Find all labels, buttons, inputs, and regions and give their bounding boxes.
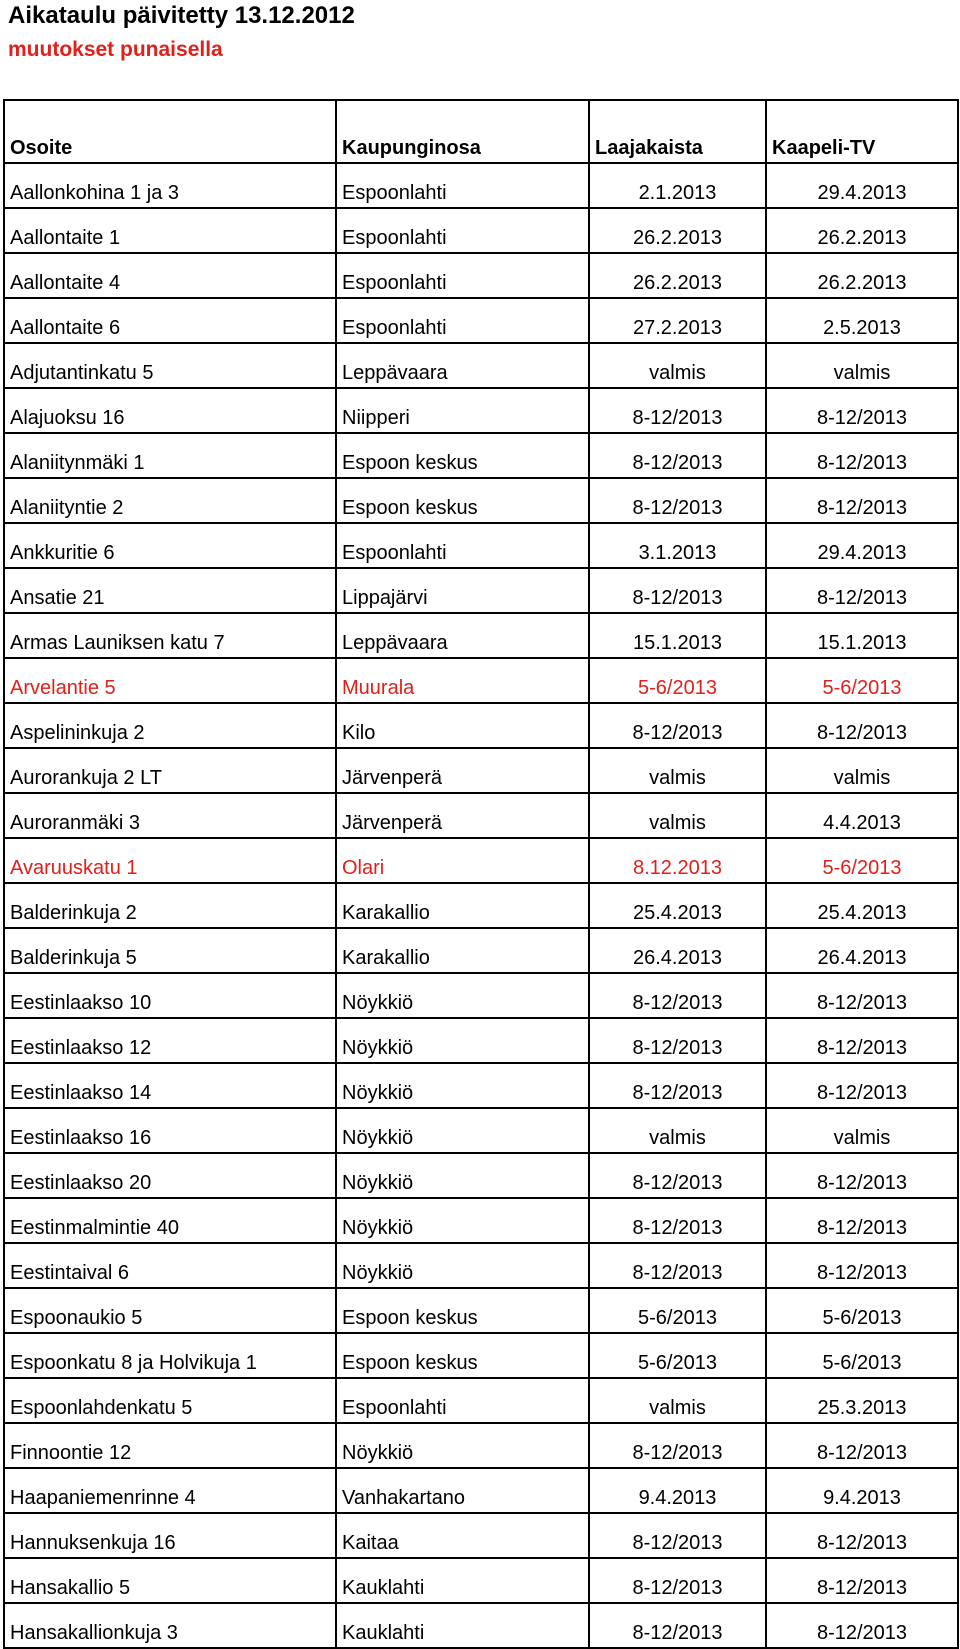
cell-cable-tv: valmis	[766, 1108, 958, 1153]
cell-address: Alajuoksu 16	[4, 388, 336, 433]
cell-district: Espoonlahti	[336, 298, 589, 343]
cell-cable-tv: 5-6/2013	[766, 658, 958, 703]
cell-cable-tv: 8-12/2013	[766, 388, 958, 433]
cell-address: Hannuksenkuja 16	[4, 1513, 336, 1558]
cell-address: Aallonkohina 1 ja 3	[4, 163, 336, 208]
cell-broadband: 5-6/2013	[589, 1333, 766, 1378]
cell-cable-tv: 8-12/2013	[766, 1198, 958, 1243]
table-row	[4, 478, 958, 523]
cell-district: Nöykkiö	[336, 973, 589, 1018]
cell-broadband: 3.1.2013	[589, 523, 766, 568]
cell-district: Leppävaara	[336, 343, 589, 388]
cell-cable-tv: 5-6/2013	[766, 1333, 958, 1378]
cell-district: Espoonlahti	[336, 523, 589, 568]
cell-cable-tv: 26.4.2013	[766, 928, 958, 973]
cell-address: Balderinkuja 5	[4, 928, 336, 973]
cell-district: Nöykkiö	[336, 1198, 589, 1243]
column-header-broadband: Laajakaista	[589, 100, 766, 163]
table-row	[4, 1153, 958, 1198]
cell-district: Espoonlahti	[336, 163, 589, 208]
table-row	[4, 1288, 958, 1333]
cell-cable-tv: 8-12/2013	[766, 973, 958, 1018]
cell-cable-tv: valmis	[766, 748, 958, 793]
cell-broadband: 8-12/2013	[589, 973, 766, 1018]
cell-cable-tv: 29.4.2013	[766, 523, 958, 568]
table-row	[4, 1423, 958, 1468]
cell-broadband: 2.1.2013	[589, 163, 766, 208]
table-row	[4, 1333, 958, 1378]
table-row	[4, 163, 958, 208]
cell-broadband: 26.2.2013	[589, 253, 766, 298]
cell-district: Kaitaa	[336, 1513, 589, 1558]
cell-address: Auroranmäki 3	[4, 793, 336, 838]
cell-cable-tv: 8-12/2013	[766, 1603, 958, 1648]
cell-broadband: 26.2.2013	[589, 208, 766, 253]
cell-district: Järvenperä	[336, 793, 589, 838]
cell-broadband: 9.4.2013	[589, 1468, 766, 1513]
table-row	[4, 1558, 958, 1603]
table-header	[4, 100, 958, 163]
cell-address: Eestinlaakso 10	[4, 973, 336, 1018]
cell-district: Järvenperä	[336, 748, 589, 793]
cell-cable-tv: 8-12/2013	[766, 1063, 958, 1108]
cell-broadband: 8-12/2013	[589, 1243, 766, 1288]
table-row	[4, 748, 958, 793]
cell-broadband: 8-12/2013	[589, 478, 766, 523]
cell-address: Espoonkatu 8 ja Holvikuja 1	[4, 1333, 336, 1378]
table-row	[4, 1198, 958, 1243]
cell-cable-tv: 26.2.2013	[766, 253, 958, 298]
cell-broadband: 8-12/2013	[589, 1063, 766, 1108]
cell-broadband: 8-12/2013	[589, 1198, 766, 1243]
table-row	[4, 1513, 958, 1558]
table-row	[4, 1108, 958, 1153]
cell-cable-tv: 8-12/2013	[766, 1513, 958, 1558]
cell-broadband: 8-12/2013	[589, 1603, 766, 1648]
cell-cable-tv: 8-12/2013	[766, 1153, 958, 1198]
cell-district: Nöykkiö	[336, 1018, 589, 1063]
cell-broadband: 8-12/2013	[589, 568, 766, 613]
cell-broadband: 8-12/2013	[589, 1558, 766, 1603]
cell-address: Eestinlaakso 12	[4, 1018, 336, 1063]
cell-address: Eestinlaakso 16	[4, 1108, 336, 1153]
cell-district: Nöykkiö	[336, 1423, 589, 1468]
cell-address: Eestintaival 6	[4, 1243, 336, 1288]
page-title: Aikataulu päivitetty 13.12.2012	[8, 2, 355, 29]
cell-district: Nöykkiö	[336, 1243, 589, 1288]
cell-address: Eestinlaakso 20	[4, 1153, 336, 1198]
cell-address: Arvelantie 5	[4, 658, 336, 703]
cell-district: Espoon keskus	[336, 433, 589, 478]
column-header-cable-tv: Kaapeli-TV	[766, 100, 958, 163]
table-body	[4, 163, 958, 1648]
table-row	[4, 568, 958, 613]
cell-broadband: valmis	[589, 793, 766, 838]
cell-district: Nöykkiö	[336, 1063, 589, 1108]
cell-address: Aallontaite 4	[4, 253, 336, 298]
cell-cable-tv: 4.4.2013	[766, 793, 958, 838]
table-row	[4, 973, 958, 1018]
table-row	[4, 388, 958, 433]
cell-address: Hansakallionkuja 3	[4, 1603, 336, 1648]
table-row	[4, 703, 958, 748]
table-row	[4, 208, 958, 253]
cell-cable-tv: 29.4.2013	[766, 163, 958, 208]
cell-cable-tv: 26.2.2013	[766, 208, 958, 253]
table-row	[4, 523, 958, 568]
cell-cable-tv: 8-12/2013	[766, 1018, 958, 1063]
cell-address: Armas Launiksen katu 7	[4, 613, 336, 658]
cell-broadband: 8-12/2013	[589, 703, 766, 748]
cell-broadband: 8-12/2013	[589, 1423, 766, 1468]
table-row	[4, 1018, 958, 1063]
cell-cable-tv: 8-12/2013	[766, 703, 958, 748]
table-row	[4, 253, 958, 298]
cell-broadband: valmis	[589, 748, 766, 793]
cell-district: Muurala	[336, 658, 589, 703]
cell-cable-tv: valmis	[766, 343, 958, 388]
header-row	[4, 100, 958, 163]
schedule-table	[3, 99, 959, 1649]
cell-broadband: 26.4.2013	[589, 928, 766, 973]
column-header-address: Osoite	[4, 100, 336, 163]
table-row	[4, 298, 958, 343]
table-row	[4, 433, 958, 478]
cell-address: Avaruuskatu 1	[4, 838, 336, 883]
cell-address: Alaniityntie 2	[4, 478, 336, 523]
cell-broadband: valmis	[589, 1378, 766, 1423]
table-row	[4, 1468, 958, 1513]
cell-broadband: 5-6/2013	[589, 658, 766, 703]
cell-cable-tv: 8-12/2013	[766, 1243, 958, 1288]
cell-cable-tv: 5-6/2013	[766, 838, 958, 883]
cell-broadband: 15.1.2013	[589, 613, 766, 658]
cell-address: Haapaniemenrinne 4	[4, 1468, 336, 1513]
cell-broadband: 5-6/2013	[589, 1288, 766, 1333]
cell-cable-tv: 25.4.2013	[766, 883, 958, 928]
cell-district: Nöykkiö	[336, 1153, 589, 1198]
cell-broadband: 27.2.2013	[589, 298, 766, 343]
cell-broadband: 25.4.2013	[589, 883, 766, 928]
cell-broadband: 8-12/2013	[589, 388, 766, 433]
cell-broadband: 8-12/2013	[589, 1513, 766, 1558]
table-row	[4, 1378, 958, 1423]
cell-address: Ansatie 21	[4, 568, 336, 613]
cell-district: Espoon keskus	[336, 1333, 589, 1378]
cell-broadband: 8-12/2013	[589, 433, 766, 478]
table-row	[4, 1063, 958, 1108]
table-row	[4, 838, 958, 883]
cell-cable-tv: 25.3.2013	[766, 1378, 958, 1423]
cell-broadband: valmis	[589, 1108, 766, 1153]
cell-address: Finnoontie 12	[4, 1423, 336, 1468]
cell-district: Olari	[336, 838, 589, 883]
cell-district: Kauklahti	[336, 1603, 589, 1648]
cell-address: Ankkuritie 6	[4, 523, 336, 568]
cell-district: Espoonlahti	[336, 208, 589, 253]
cell-cable-tv: 9.4.2013	[766, 1468, 958, 1513]
cell-district: Niipperi	[336, 388, 589, 433]
cell-address: Aurorankuja 2 LT	[4, 748, 336, 793]
cell-broadband: 8.12.2013	[589, 838, 766, 883]
cell-cable-tv: 8-12/2013	[766, 1423, 958, 1468]
table-row	[4, 343, 958, 388]
table-row	[4, 793, 958, 838]
cell-address: Aallontaite 6	[4, 298, 336, 343]
cell-district: Vanhakartano	[336, 1468, 589, 1513]
cell-district: Espoonlahti	[336, 1378, 589, 1423]
table-row	[4, 658, 958, 703]
cell-address: Balderinkuja 2	[4, 883, 336, 928]
cell-address: Espoonlahdenkatu 5	[4, 1378, 336, 1423]
cell-address: Aallontaite 1	[4, 208, 336, 253]
cell-address: Eestinmalmintie 40	[4, 1198, 336, 1243]
cell-district: Espoon keskus	[336, 478, 589, 523]
cell-district: Nöykkiö	[336, 1108, 589, 1153]
cell-address: Espoonaukio 5	[4, 1288, 336, 1333]
table-row	[4, 928, 958, 973]
cell-address: Hansakallio 5	[4, 1558, 336, 1603]
cell-address: Adjutantinkatu 5	[4, 343, 336, 388]
cell-cable-tv: 8-12/2013	[766, 568, 958, 613]
cell-district: Leppävaara	[336, 613, 589, 658]
cell-broadband: 8-12/2013	[589, 1018, 766, 1063]
table-row	[4, 1243, 958, 1288]
cell-cable-tv: 15.1.2013	[766, 613, 958, 658]
cell-district: Karakallio	[336, 928, 589, 973]
cell-cable-tv: 8-12/2013	[766, 478, 958, 523]
cell-cable-tv: 5-6/2013	[766, 1288, 958, 1333]
cell-district: Espoon keskus	[336, 1288, 589, 1333]
cell-cable-tv: 2.5.2013	[766, 298, 958, 343]
table-row	[4, 613, 958, 658]
table-row	[4, 1603, 958, 1648]
table-row	[4, 883, 958, 928]
cell-district: Kauklahti	[336, 1558, 589, 1603]
cell-district: Lippajärvi	[336, 568, 589, 613]
cell-district: Karakallio	[336, 883, 589, 928]
cell-cable-tv: 8-12/2013	[766, 1558, 958, 1603]
cell-cable-tv: 8-12/2013	[766, 433, 958, 478]
page-subtitle: muutokset punaisella	[8, 38, 223, 61]
cell-address: Eestinlaakso 14	[4, 1063, 336, 1108]
column-header-district: Kaupunginosa	[336, 100, 589, 163]
cell-district: Espoonlahti	[336, 253, 589, 298]
cell-address: Aspelininkuja 2	[4, 703, 336, 748]
cell-broadband: 8-12/2013	[589, 1153, 766, 1198]
cell-broadband: valmis	[589, 343, 766, 388]
cell-district: Kilo	[336, 703, 589, 748]
cell-address: Alaniitynmäki 1	[4, 433, 336, 478]
